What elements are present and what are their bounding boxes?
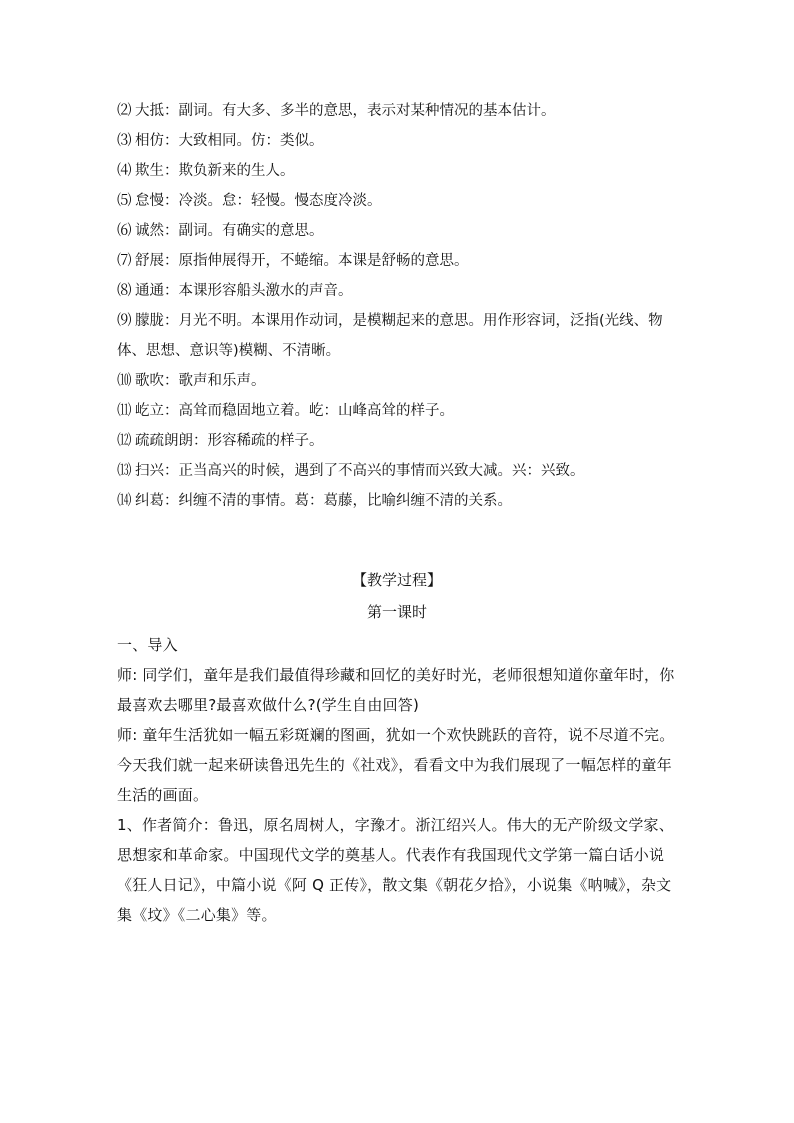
note-item [117, 366, 687, 396]
note-text: 纠葛：纠缠不清的事情。葛：葛藤，比喻纠缠不清的关系。 [135, 493, 512, 509]
note-item [117, 216, 687, 246]
note-number: ⑿ [117, 433, 132, 449]
note-text: 朦胧：月光不明。本课用作动词，是模糊起来的意思。用作形容词，泛指(光线、物体、思想、意识等)模糊、不清晰。 [117, 313, 663, 359]
note-number: ⑸ [117, 193, 132, 209]
note-text: 通通：本课形容船头激水的声音。 [135, 283, 353, 299]
note-text: 诚然：副词。有确实的意思。 [135, 223, 324, 239]
note-item [117, 186, 687, 216]
vocabulary-notes [117, 96, 687, 516]
note-item [117, 396, 687, 426]
note-text: 歌吹：歌声和乐声。 [135, 373, 266, 389]
paragraph-author-intro: 1、作者简介：鲁迅，原名周树人，字豫才。浙江绍兴人。伟大的无产阶级文学家、思想家和革命家。中国现代文学的奠基人。代表作有我国现代文学第一篇白话小说《狂人日记》，中篇小说《阿 Q 正传》，散文集《朝花夕拾》，小说集《呐喊》，杂文集《坟》《二心集》等。 [117, 816, 674, 924]
note-item [117, 276, 687, 306]
paragraph-teacher-question: 师: 同学们，童年是我们最值得珍藏和回忆的美好时光，老师很想知道你童年时，你最喜欢去哪里?最喜欢做什么?(学生自由回答) [117, 666, 675, 714]
note-text: 舒展：原指伸展得开，不蜷缩。本课是舒畅的意思。 [135, 253, 469, 269]
note-number: ⑶ [117, 133, 132, 149]
note-item [117, 456, 687, 486]
note-text: 屹立：高耸而稳固地立着。屹：山峰高耸的样子。 [135, 403, 454, 419]
note-item [117, 96, 687, 126]
note-number: ⑼ [117, 313, 132, 329]
note-text: 相仿：大致相同。仿：类似。 [135, 133, 324, 149]
note-number: ⑺ [117, 253, 132, 269]
note-item [117, 246, 687, 276]
note-item [117, 426, 687, 456]
note-number: ⒀ [117, 463, 132, 479]
lesson-body [117, 630, 682, 930]
note-item [117, 156, 687, 186]
note-number: ⑹ [117, 223, 132, 239]
section-heading: 【教学过程】 [351, 571, 442, 589]
note-text: 欺生：欺负新来的生人。 [135, 163, 295, 179]
note-text: 疏疏朗朗：形容稀疏的样子。 [135, 433, 324, 449]
note-text: 怠慢：冷淡。怠：轻慢。慢态度冷淡。 [135, 193, 382, 209]
note-item [117, 126, 687, 156]
note-item [117, 486, 687, 516]
note-number: ⒁ [117, 493, 132, 509]
note-number: ⑵ [117, 103, 132, 119]
note-number: ⑻ [117, 283, 132, 299]
note-number: ⑽ [117, 373, 132, 389]
lesson-heading: 第一课时 [366, 603, 427, 621]
note-text: 扫兴：正当高兴的时候，遇到了不高兴的事情而兴致大减。兴：兴致。 [135, 463, 585, 479]
note-item [117, 306, 687, 366]
note-number: ⑾ [117, 403, 132, 419]
note-text: 大抵：副词。有大多、多半的意思，表示对某种情况的基本估计。 [135, 103, 556, 119]
paragraph-teacher-intro: 师: 童年生活犹如一幅五彩斑斓的图画，犹如一个欢快跳跃的音符，说不尽道不完。今天我们就一起来研读鲁迅先生的《社戏》，看看文中为我们展现了一幅怎样的童年生活的画面。 [117, 726, 675, 804]
note-number: ⑷ [117, 163, 132, 179]
paragraph-intro-heading: 一、导入 [117, 636, 178, 654]
